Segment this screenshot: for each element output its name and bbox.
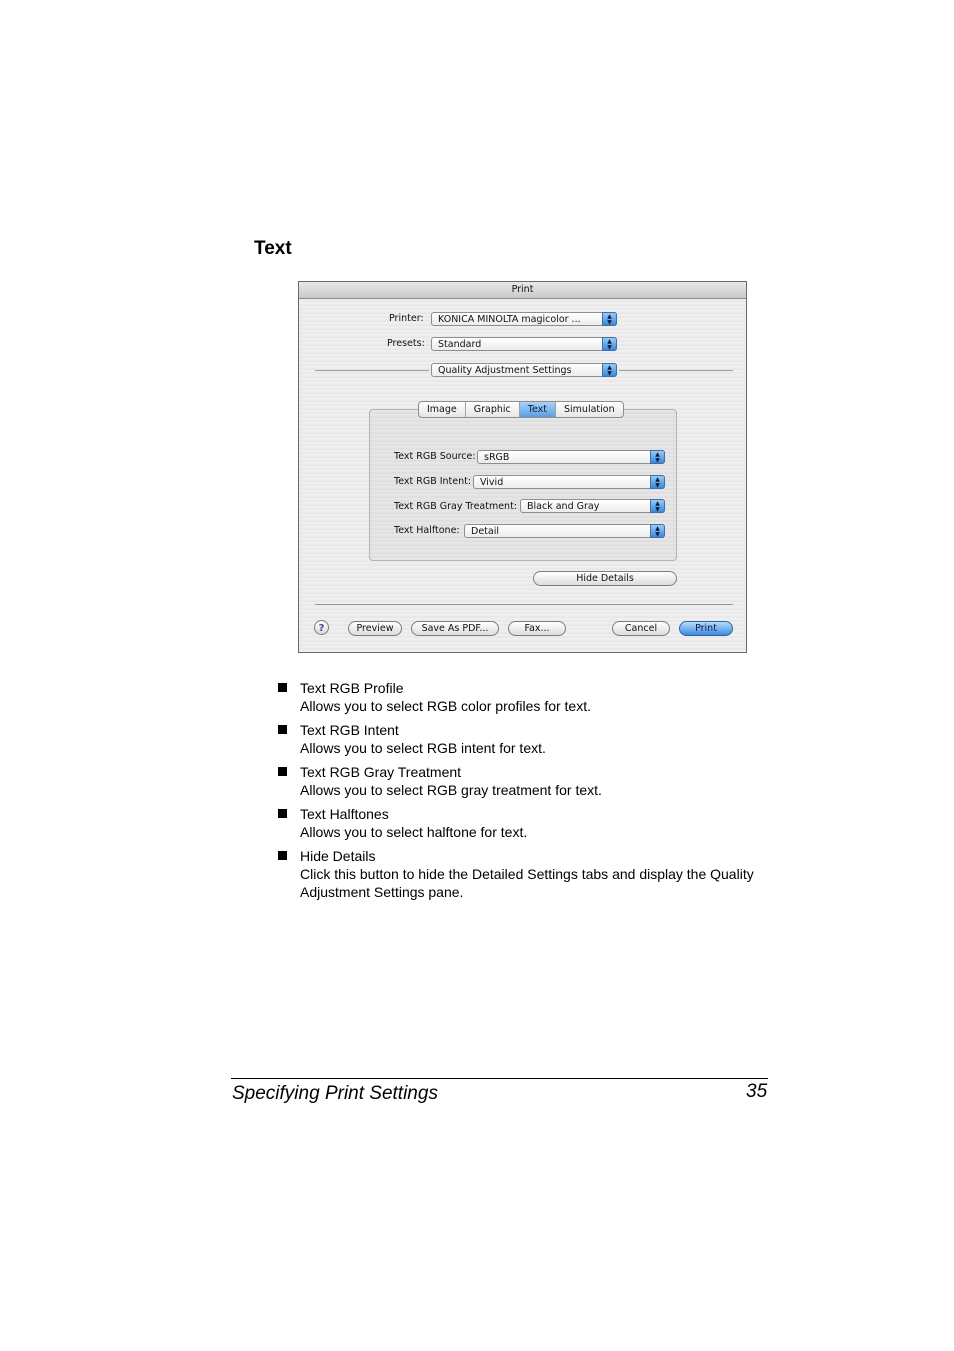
field-label-gray: Text RGB Gray Treatment:: [394, 501, 518, 512]
pane-select[interactable]: [431, 363, 617, 377]
list-item: [277, 805, 797, 841]
popup-arrows-icon: ▲ ▼: [602, 337, 617, 351]
field-value: Black and Gray: [527, 501, 600, 512]
bullet-title: Text RGB Intent: [300, 722, 399, 738]
tab-graphic[interactable]: Graphic: [466, 402, 520, 417]
pane-value: Quality Adjustment Settings: [438, 365, 572, 376]
field-value: sRGB: [484, 452, 510, 463]
footer-rule: [231, 1078, 768, 1079]
list-item: [277, 847, 797, 901]
divider: [619, 370, 733, 371]
field-value: Detail: [471, 526, 499, 537]
bullet-desc: Allows you to select halftone for text.: [300, 824, 528, 840]
help-icon[interactable]: ?: [314, 620, 329, 635]
list-item: [277, 721, 797, 757]
printer-select[interactable]: [431, 312, 617, 326]
print-dialog: [298, 281, 747, 653]
presets-label: Presets:: [387, 338, 425, 349]
popup-arrows-icon: ▲ ▼: [650, 524, 665, 538]
field-value: Vivid: [480, 477, 504, 488]
bullet-title: Text RGB Profile: [300, 680, 404, 696]
tab-text[interactable]: Text: [520, 402, 556, 417]
popup-arrows-icon: ▲ ▼: [602, 312, 617, 326]
page-number: 35: [746, 1081, 768, 1102]
tab-simulation[interactable]: Simulation: [564, 404, 615, 415]
divider: [315, 370, 429, 371]
printer-value: KONICA MINOLTA magicolor ...: [438, 314, 581, 325]
field-label-source: Text RGB Source:: [394, 451, 476, 462]
bullet-desc: Click this button to hide the Detailed Settings tabs and display the Quality Adjustment Settings pane.: [300, 866, 754, 900]
divider: [315, 604, 733, 605]
popup-arrows-icon: ▲ ▼: [650, 475, 665, 489]
text-rgb-intent-select[interactable]: [473, 475, 665, 489]
bullet-square-icon: [278, 809, 287, 818]
bullet-square-icon: [278, 725, 287, 734]
list-item: [277, 763, 797, 799]
bullet-title: Text Halftones: [300, 806, 389, 822]
list-item: [277, 679, 797, 715]
print-button[interactable]: Print: [679, 621, 733, 636]
cancel-button[interactable]: Cancel: [612, 621, 670, 636]
field-label-intent: Text RGB Intent:: [394, 476, 472, 487]
bullet-list: [277, 679, 797, 907]
presets-select[interactable]: [431, 337, 617, 351]
preview-button[interactable]: Preview: [348, 621, 402, 636]
bullet-square-icon: [278, 767, 287, 776]
popup-arrows-icon: ▲ ▼: [602, 363, 617, 377]
hide-details-button[interactable]: Hide Details: [533, 571, 677, 586]
section-title: Text: [254, 238, 292, 259]
popup-arrows-icon: ▲ ▼: [650, 450, 665, 464]
save-as-pdf-button[interactable]: Save As PDF...: [411, 621, 499, 636]
dialog-title: Print: [299, 282, 746, 299]
tab-image[interactable]: Image: [419, 402, 466, 417]
bullet-title: Text RGB Gray Treatment: [300, 764, 462, 780]
printer-label: Printer:: [389, 313, 424, 324]
bullet-title: Hide Details: [300, 848, 376, 864]
bullet-square-icon: [278, 851, 287, 860]
bullet-desc: Allows you to select RGB color profiles for text.: [300, 698, 591, 714]
bullet-desc: Allows you to select RGB intent for text.: [300, 740, 546, 756]
footer-title: Specifying Print Settings: [232, 1083, 438, 1104]
text-halftone-select[interactable]: [464, 524, 665, 538]
field-label-halftone: Text Halftone:: [394, 525, 460, 536]
text-rgb-gray-treatment-select[interactable]: [520, 499, 665, 513]
bullet-desc: Allows you to select RGB gray treatment for text.: [300, 782, 602, 798]
fax-button[interactable]: Fax...: [508, 621, 566, 636]
text-rgb-source-select[interactable]: [477, 450, 665, 464]
presets-value: Standard: [438, 339, 482, 350]
bullet-square-icon: [278, 683, 287, 692]
popup-arrows-icon: ▲ ▼: [650, 499, 665, 513]
detail-tabs: [418, 401, 624, 418]
